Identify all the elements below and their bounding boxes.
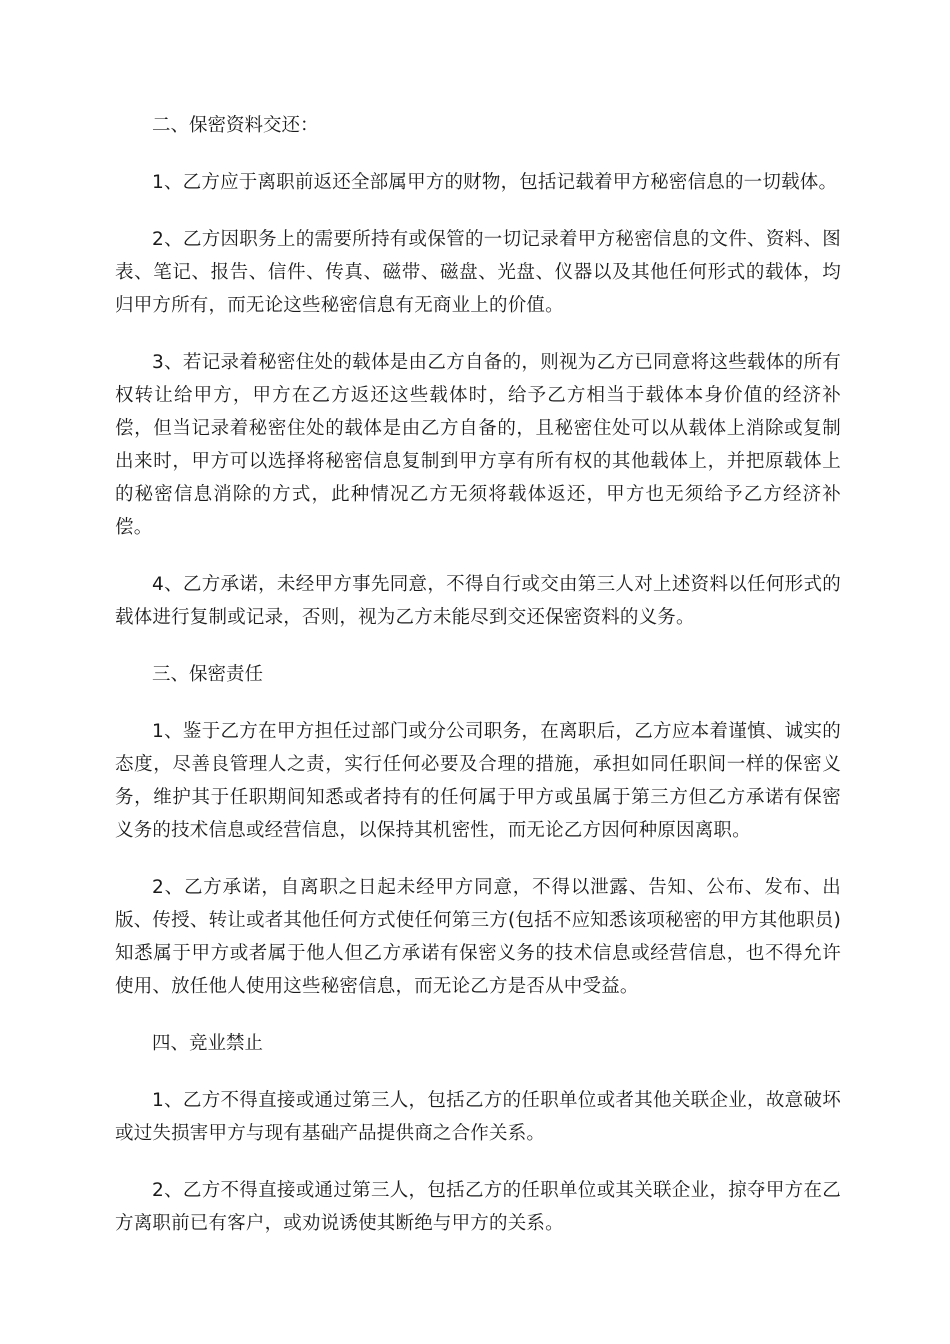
section-heading-non-compete: 四、竞业禁止 <box>152 1033 264 1054</box>
paragraph-return-2: 2、乙方因职务上的需要所持有或保管的一切记录着甲方秘密信息的文件、资料、图表、笔记、报告、信件、传真、磁带、磁盘、光盘、仪器以及其他任何形式的载体，均归甲方所有，而无论这些秘密信息有无商业上的价值。 <box>115 229 841 316</box>
paragraph-confidentiality-1: 1、鉴于乙方在甲方担任过部门或分公司职务，在离职后，乙方应本着谨慎、诚实的态度，尽善良管理人之责，实行任何必要及合理的措施，承担如同任职间一样的保密义务，维护其于任职期间知悉或者持有的任何属于甲方或虽属于第三方但乙方承诺有保密义务的技术信息或经营信息，以保持其机密性，而无论乙方因何种原因离职。 <box>115 721 841 841</box>
paragraph-return-4: 4、乙方承诺，未经甲方事先同意，不得自行或交由第三人对上述资料以任何形式的载体进行复制或记录，否则，视为乙方未能尽到交还保密资料的义务。 <box>115 574 841 628</box>
paragraph-confidentiality-2: 2、乙方承诺，自离职之日起未经甲方同意，不得以泄露、告知、公布、发布、出版、传授、转让或者其他任何方式使任何第三方(包括不应知悉该项秘密的甲方其他职员)知悉属于甲方或者属于他人但乙方承诺有保密义务的技术信息或经营信息，也不得允许使用、放任他人使用这些秘密信息，而无论乙方是否从中受益。 <box>115 877 841 997</box>
document-page <box>115 109 841 1264</box>
paragraph-non-compete-2: 2、乙方不得直接或通过第三人，包括乙方的任职单位或其关联企业，掠夺甲方在乙方离职前已有客户，或劝说诱使其断绝与甲方的关系。 <box>115 1180 841 1234</box>
paragraph-return-1: 1、乙方应于离职前返还全部属甲方的财物，包括记载着甲方秘密信息的一切载体。 <box>152 172 838 193</box>
section-heading-confidentiality: 三、保密责任 <box>152 664 264 685</box>
paragraph-non-compete-1: 1、乙方不得直接或通过第三人，包括乙方的任职单位或者其他关联企业，故意破坏或过失损害甲方与现有基础产品提供商之合作关系。 <box>115 1090 841 1144</box>
paragraph-return-3: 3、若记录着秘密住处的载体是由乙方自备的，则视为乙方已同意将这些载体的所有权转让给甲方，甲方在乙方返还这些载体时，给予乙方相当于载体本身价值的经济补偿，但当记录着秘密住处的载体是由乙方自备的，且秘密住处可以从载体上消除或复制出来时，甲方可以选择将秘密信息复制到甲方享有所有权的其他载体上，并把原载体上的秘密信息消除的方式，此种情况乙方无须将载体返还，甲方也无须给予乙方经济补偿。 <box>115 352 841 538</box>
section-heading-return-materials: 二、保密资料交还： <box>152 115 319 136</box>
